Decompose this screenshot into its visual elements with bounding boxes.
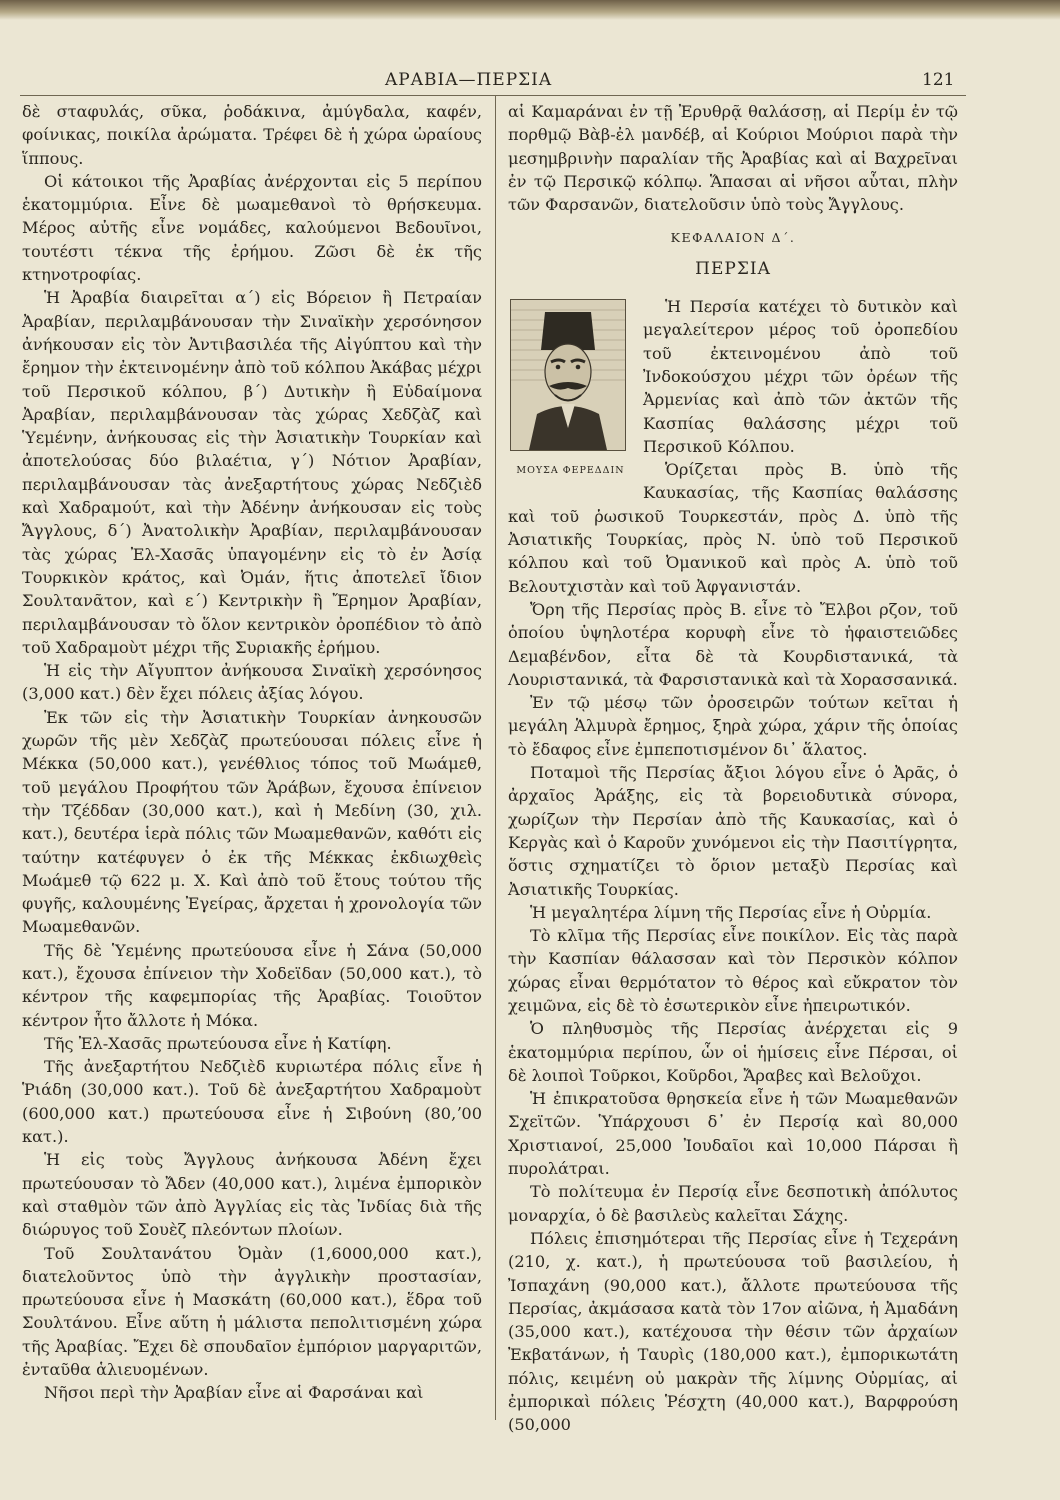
paragraph: Τῆς ἀνεξαρτήτου Νεδζιὲδ κυριωτέρα πόλις εἶνε ἡ Ῥιάδη (30,000 κατ.). Τοῦ δὲ ἀνεξαρτήτου Χαδραμοὺτ (600,000 κατ.) πρωτεύουσα εἶνε ἡ Σιβούνη (80,ʼ00 κατ.). xyxy=(22,1057,482,1147)
chapter-heading: ΚΕΦΑΛΑΙΟΝ Δ΄. xyxy=(670,230,796,246)
paragraph: Ὄρη τῆς Περσίας πρὸς Β. εἶνε τὸ Ἔλβοι ρζον, τοῦ ὁποίου ὑψηλοτέρα κορυφὴ εἶνε τὸ ἡφαιστειῶδες Δεμαβένδον, εἶτα δὲ τὰ Κουρδιστανικά, τὰ Λουριστανικά, τὰ Φαρσιστανικὰ καὶ τὰ Χορασσανικά. xyxy=(508,599,958,689)
page-header xyxy=(0,70,1060,94)
header-rule xyxy=(20,95,966,96)
paragraph: Οἱ κάτοικοι τῆς Ἀραβίας ἀνέρχονται εἰς 5 περίπου ἑκατομμύρια. Εἶνε δὲ μωαμεθανοὶ τὸ θρήσκευμα. Μέρος αὐτῆς εἶνε νομάδες, καλούμενοι Βεδουῖνοι, τουτέστι τέκνα τῆς ἐρήμου. Ζῶσι δὲ ἐκ τῆς κτηνοτροφίας. xyxy=(22,171,482,285)
top-edge xyxy=(0,0,1060,20)
paragraph: Ἡ μεγαλητέρα λίμνη τῆς Περσίας εἶνε ἡ Οὐρμία. xyxy=(530,902,932,922)
paragraph: Ἡ εἰς τὴν Αἴγυπτον ἀνήκουσα Σιναϊκὴ χερσόνησος (3,000 κατ.) δὲν ἔχει πόλεις ἀξίας λόγου. xyxy=(22,661,482,704)
portrait-caption: ΜΟΥΣΑ ΦΕΡΕΔΔΙΝ xyxy=(516,465,625,477)
paragraph: Ἡ Περσία κατέχει τὸ δυτικὸν καὶ μεγαλείτερον μέρος τοῦ ὀροπεδίου τοῦ ἐκτεινομένου ἀπὸ τοῦ Ἰνδοκούσχου μέχρι τῶν ὀρέων τῆς Ἀρμενίας καὶ ἀπὸ τῶν ἀκτῶν τῆς Κασπίας θαλάσσης μέχρι τοῦ Περσικοῦ Κόλπου. xyxy=(643,297,958,456)
paragraph: Ὁρίζεται πρὸς Β. ὑπὸ τῆς Καυκασίας, τῆς Κασπίας θαλάσσης καὶ τοῦ ῥωσικοῦ Τουρκεστάν, πρὸς Δ. ὑπὸ τῆς Ἀσιατικῆς Τουρκίας, πρὸς Ν. ὑπὸ τοῦ Περσικοῦ κόλπου καὶ τοῦ Ὀμανικοῦ καὶ πρὸς Α. ὑπὸ τοῦ Βελουτχιστὰν καὶ τοῦ Ἀφγανιστάν. xyxy=(508,460,958,596)
portrait-figure xyxy=(508,299,633,483)
right-column xyxy=(508,100,958,1437)
paragraph: Νῆσοι περὶ τὴν Ἀραβίαν εἶνε αἱ Φαρσάναι καὶ xyxy=(44,1383,424,1403)
page-number: 121 xyxy=(922,70,955,90)
paragraph: Τὸ πολίτευμα ἐν Περσίᾳ εἶνε δεσποτικὴ ἀπόλυτος μοναρχία, ὁ δὲ βασιλεὺς καλεῖται Σάχης. xyxy=(508,1182,958,1225)
paragraph: Πόλεις ἐπισημότεραι τῆς Περσίας εἶνε ἡ Τεχεράνη (210, χ. κατ.), ἡ πρωτεύουσα τοῦ βασιλείου, ἡ Ἰσπαχάνη (90,000 κατ.), ἄλλοτε πρωτεύουσα τῆς Περσίας, ἀκμάσασα κατὰ τὸν 17ον αἰῶνα, ἡ Ἀμαδάνη (35,000 κατ.), κατέχουσα τὴν θέσιν τῶν ἀρχαίων Ἐκβατάνων, ἡ Ταυρὶς (180,000 κατ.), ἐμπορικωτάτη πόλις, κειμένη οὐ μακρὰν τῆς λίμνης Οὐρμίας, αἱ ἐμπορικαὶ πόλεις Ῥέσχτη (40,000 κατ.), Βαρφρούση (50,000 xyxy=(508,1228,958,1435)
section-title: ΠΕΡΣΙΑ xyxy=(695,258,771,279)
paragraph: δὲ σταφυλάς, σῦκα, ῥοδάκινα, ἀμύγδαλα, καφέν, φοίνικας, ποικίλα ἀρώματα. Τρέφει δὲ ἡ χώρα ὡραίους ἵππους. xyxy=(22,102,482,168)
paragraph: Τῆς Ἐλ-Χασᾶς πρωτεύουσα εἶνε ἡ Κατίφη. xyxy=(44,1033,392,1053)
paragraph: αἱ Καμαράναι ἐν τῇ Ἐρυθρᾷ θαλάσσῃ, αἱ Περίμ ἐν τῷ πορθμῷ Βὰβ-ἐλ μανδέβ, αἱ Κούριοι Μούριοι παρὰ τὴν μεσημβρινὴν παραλίαν τῆς Ἀραβίας καὶ αἱ Βαχρεῖναι ἐν τῷ Περσικῷ κόλπῳ. Ἅπασαι αἱ νῆσοι αὗται, πλὴν τῶν Φαρσανῶν, διατελοῦσιν ὑπὸ τοὺς Ἄγγλους. xyxy=(508,102,958,215)
paragraph: Τοῦ Σουλτανάτου Ὀμὰν (1,6000,000 κατ.), διατελοῦντος ὑπὸ τὴν ἀγγλικὴν προστασίαν, πρωτεύουσα εἶνε ἡ Μασκάτη (60,000 κατ.), ἕδρα τοῦ Σουλτάνου. Εἶνε αὕτη ἡ μάλιστα πεπολιτισμένη χώρα τῆς Ἀραβίας. Ἔχει δὲ σπουδαῖον ἐμπόριον μαργαριτῶν, ἐνταῦθα ἁλιευομένων. xyxy=(22,1243,482,1380)
paragraph: Τὸ κλῖμα τῆς Περσίας εἶνε ποικίλον. Εἰς τὰς παρὰ τὴν Κασπίαν θάλασσαν καὶ τὸν Περσικὸν κόλπον χώρας εἶναι θερμότατον τὸ θέρος καὶ εὔκρατον τὸν χειμῶνα, εἰς δὲ τὸ ἐσωτερικὸν εἶνε ἠπειρωτικόν. xyxy=(508,926,958,1015)
column-divider xyxy=(495,95,496,1420)
left-column xyxy=(22,100,482,1405)
paragraph: Ἡ ἐπικρατοῦσα θρησκεία εἶνε ἡ τῶν Μωαμεθανῶν Σχεϊτῶν. Ὑπάρχουσι δ᾽ ἐν Περσίᾳ καὶ 80,000 Χριστιανοί, 25,000 Ἰουδαῖοι καὶ 10,000 Πάρσαι ἢ πυρολάτραι. xyxy=(508,1089,958,1179)
portrait-image xyxy=(510,299,626,451)
paragraph: Ἐν τῷ μέσῳ τῶν ὀροσειρῶν τούτων κεῖται ἡ μεγάλη Ἁλμυρὰ ἔρημος, ξηρὰ χώρα, χάριν τῆς ὁποίας τὸ ἔδαφος εἶνε ἐμπεποτισμένον δι᾽ ἅλατος. xyxy=(508,693,958,759)
paragraph: Τῆς δὲ Ὑεμένης πρωτεύουσα εἶνε ἡ Σάνα (50,000 κατ.), ἔχουσα ἐπίνειον τὴν Χοδεϊδαν (50,000 κατ.), τὸ κέντρον τῆς καφεμπορίας τῆς Ἀραβίας. Τοιοῦτον κέντρον ἦτο ἄλλοτε ἡ Μόκα. xyxy=(22,940,482,1030)
paragraph: Ἡ Ἀραβία διαιρεῖται α΄) εἰς Βόρειον ἢ Πετραίαν Ἀραβίαν, περιλαμβάνουσαν τὴν Σιναϊκὴν χερσόνησον ἀνήκουσαν εἰς τὸν Ἀντιβασιλέα τῆς Αἰγύπτου καὶ τὴν ἔρημον τὴν ἐκτεινομένην ἀπὸ τοῦ κόλπου Ἀκάβας μέχρι τοῦ Περσικοῦ κόλπου, β΄) Δυτικὴν ἢ Εὐδαίμονα Ἀραβίαν, περιλαμβάνουσαν τὰς χώρας Χεδζὰζ καὶ Ὑεμένην, ἀνήκουσας εἰς τὴν Ἀσιατικὴν Τουρκίαν καὶ ἀποτελούσας δύο βιλαέτια, γ΄) Νότιον Ἀραβίαν, περιλαμβάνουσαν τὰς ἀνεξαρτήτους χώρας Νεδζιὲδ καὶ Χαδραμούτ, καὶ τὴν Ἀδένην ἀνήκουσαν εἰς τοὺς Ἄγγλους, δ΄) Ἀνατολικὴν Ἀραβίαν, περιλαμβάνουσαν τὰς χώρας Ἐλ-Χασᾶς ὑπαγομένην εἰς τὸ ἐν Ἀσίᾳ Τουρκικὸν κράτος, καὶ Ὀμάν, ἥτις ἀποτελεῖ ἴδιον Σουλτανᾶτον, καὶ ε΄) Κεντρικὴν ἢ Ἔρημον Ἀραβίαν, περιλαμβάνουσαν τὸ ὅλον κεντρικὸν ὀροπέδιον τὸ ἀπὸ τοῦ Χαδραμοὺτ μέχρι τῆς Συριακῆς ἐρήμου. xyxy=(22,288,482,657)
paragraph: Ἐκ τῶν εἰς τὴν Ἀσιατικὴν Τουρκίαν ἀνηκουσῶν χωρῶν τῆς μὲν Χεδζὰζ πρωτεύουσαι πόλεις εἶνε ἡ Μέκκα (50,000 κατ.), γενέθλιος τόπος τοῦ Μωάμεθ, τοῦ μεγάλου Προφήτου τῶν Ἀράβων, ἔχουσα ἐπίνειον τὴν Τζέδδαν (30,000 κατ.), καὶ ἡ Μεδίνη (30, χιλ. κατ.), δευτέρα ἱερὰ πόλις τῶν Μωαμεθανῶν, καθότι εἰς ταύτην κατέφυγεν ὁ ἐκ τῆς Μέκκας ἐκδιωχθεὶς Μωάμεθ τῷ 622 μ. Χ. Καὶ ἀπὸ τοῦ ἔτους τούτου τῆς φυγῆς, καλουμένης Ἐγείρας, ἄρχεται ἡ χρονολογία τῶν Μωαμεθανῶν. xyxy=(22,707,482,937)
running-title: ΑΡΑΒΙΑ—ΠΕΡΣΙΑ xyxy=(385,70,553,90)
paragraph: Ποταμοὶ τῆς Περσίας ἄξιοι λόγου εἶνε ὁ Ἀρᾶς, ὁ ἀρχαῖος Ἀράξης, εἰς τὰ βορειοδυτικὰ σύνορα, χωρίζων τὴν Περσίαν ἀπὸ τῆς Καυκασίας, καὶ ὁ Κεργὰς καὶ ὁ Καροῦν χυνόμενοι εἰς τὴν Πασιτίγρητα, ὅστις σχηματίζει τὸ ὅριον μεταξὺ Περσίας καὶ Ἀσιατικῆς Τουρκίας. xyxy=(508,763,958,899)
paragraph: Ὁ πληθυσμὸς τῆς Περσίας ἀνέρχεται εἰς 9 ἑκατομμύρια περίπου, ὧν οἱ ἡμίσεις εἶνε Πέρσαι, οἱ δὲ λοιποὶ Τοῦρκοι, Κοῦρδοι, Ἄραβες καὶ Βελοῦχοι. xyxy=(508,1019,958,1085)
paragraph: Ἡ εἰς τοὺς Ἄγγλους ἀνήκουσα Ἀδένη ἔχει πρωτεύουσαν τὸ Ἄδεν (40,000 κατ.), λιμένα ἐμπορικὸν καὶ σταθμὸν τῶν ἀπὸ Ἀγγλίας εἰς τὰς Ἰνδίας διὰ τῆς διώρυγος τοῦ Σουὲζ πλεόντων πλοίων. xyxy=(22,1150,482,1240)
